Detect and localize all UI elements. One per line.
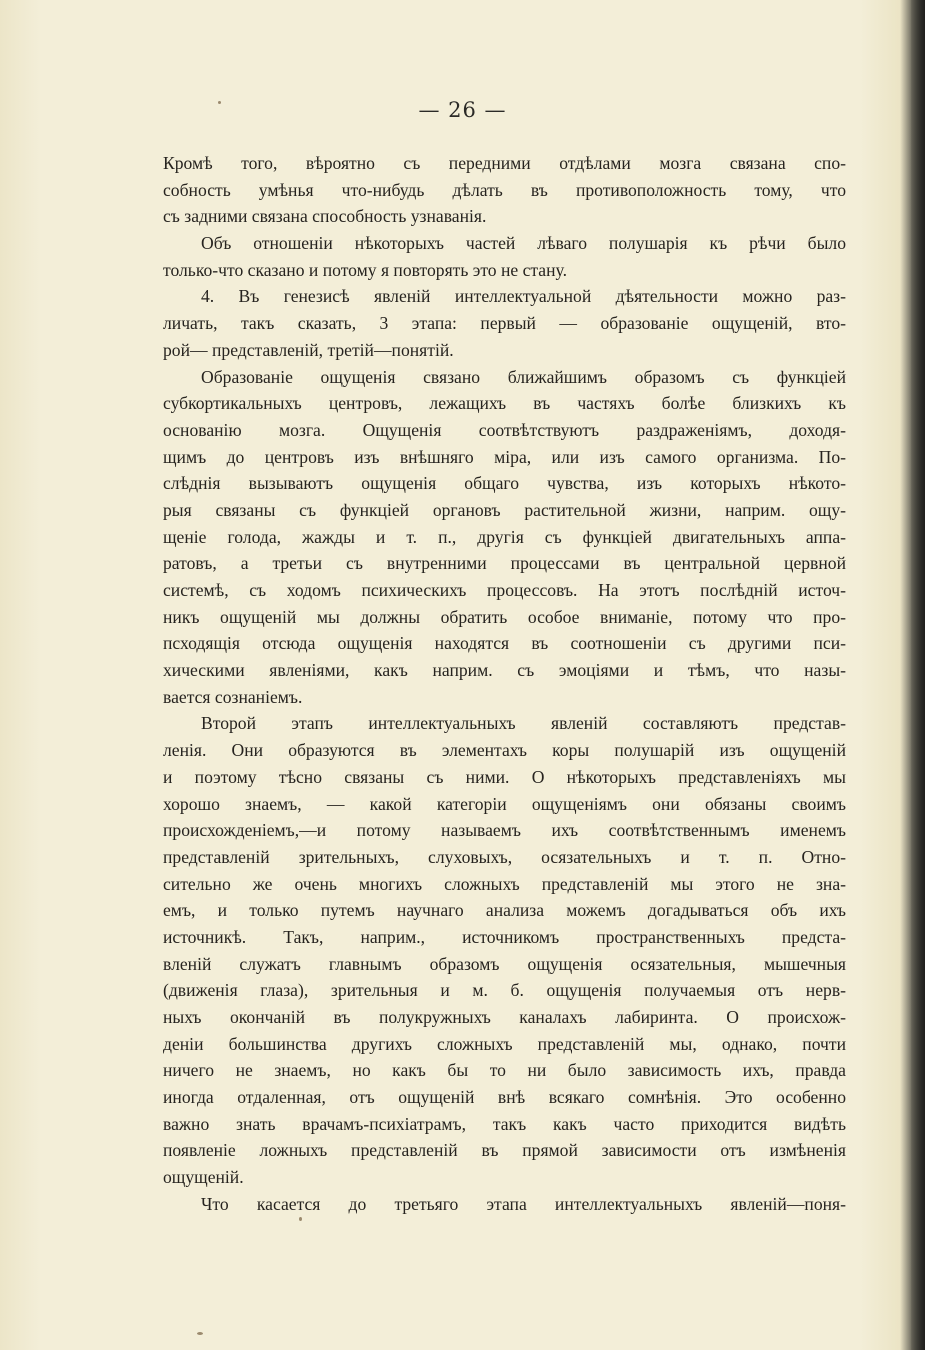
text-line: щимъ до центровъ изъ внѣшняго міра, или изъ самого организма. По- (163, 446, 846, 467)
text-line: ныхъ окончаній въ полукружныхъ каналахъ лабиринта. О происхож- (163, 1007, 846, 1027)
text-line: только-что сказано и потому я повторять это не стану. (163, 259, 567, 280)
text-line: хическими явленіями, какъ наприм. съ эмоціями и тѣмъ, что назы- (163, 660, 846, 681)
text-line: никъ ощущеній мы должны обратить особое вниманіе, потому что про- (163, 606, 846, 627)
text-line: и поэтому тѣсно связаны съ ними. О нѣкоторыхъ представленіяхъ мы (163, 766, 846, 787)
text-line: вается сознаніемъ. (163, 686, 303, 707)
text-line: ничего не знаемъ, но какъ бы то ни было зависимость ихъ, правда (163, 1060, 846, 1081)
text-line: происхожденіемъ,—и потому называемъ ихъ соотвѣтственнымъ именемъ (163, 820, 846, 841)
text-line: вленій служатъ главнымъ образомъ ощущенія осязательныя, мышечныя (163, 953, 846, 974)
text-line: деніи большинства другихъ сложныхъ представленій мы, однако, почти (163, 1033, 846, 1054)
speck-mark (299, 1217, 302, 1221)
text-line: Второй этапъ интеллектуальныхъ явленій составляютъ представ- (201, 713, 846, 734)
body-text (163, 150, 846, 1218)
text-line: личать, такъ сказать, 3 этапа: первый — образованіе ощущеній, вто- (163, 313, 846, 334)
text-line: Объ отношеніи нѣкоторыхъ частей лѣваго полушарія къ рѣчи было (201, 233, 846, 254)
text-line: представленій зрительныхъ, слуховыхъ, осязательныхъ и т. п. Отно- (163, 846, 846, 867)
text-line: иногда отдаленная, отъ ощущеній внѣ всякаго сомнѣнія. Это особенно (163, 1087, 846, 1108)
text-line: источникѣ. Такъ, наприм., источникомъ пространственныхъ предста- (163, 926, 846, 947)
text-line: Кромѣ того, вѣроятно съ передними отдѣлами мозга связана спо- (163, 153, 846, 173)
text-line: псходящія отсюда ощущенія находятся въ соотношеніи съ другими пси- (163, 633, 846, 654)
text-line: основанію мозга. Ощущенія соотвѣтствуютъ раздраженіямъ, доходя- (163, 419, 846, 440)
text-line: ощущеній. (163, 1167, 244, 1188)
text-line: появленіе ложныхъ представленій въ прямой зависимости отъ измѣненія (163, 1140, 846, 1161)
text-line: ленія. Они образуются въ элементахъ коры полушарій изъ ощущеній (163, 740, 846, 761)
text-line: слѣднія вызываютъ ощущенія общаго чувства, изъ которыхъ нѣкото- (163, 473, 846, 494)
text-line: щеніе голода, жажды и т. п., другія съ функціей двигательныхъ аппа- (163, 526, 846, 547)
text-line: 4. Въ генезисѣ явленій интеллектуальной дѣятельности можно раз- (201, 286, 846, 307)
text-line: рыя связаны съ функціей органовъ растительной жизни, наприм. ощу- (163, 499, 846, 520)
text-line: (движенія глаза), зрительныя и м. б. ощущенія получаемыя отъ нерв- (163, 980, 846, 1001)
text-line: Что касается до третьяго этапа интеллектуальныхъ явленій—поня- (201, 1193, 846, 1214)
text-line: собность умѣнья что-нибудь дѣлать въ противоположность тому, что (163, 179, 846, 200)
text-line: субкортикальныхъ центровъ, лежащихъ въ частяхъ болѣе близкихъ къ (163, 393, 846, 414)
text-line: сительно же очень многихъ сложныхъ представленій мы этого не зна- (163, 873, 846, 894)
text-line: важно знать врачамъ-психіатрамъ, такъ какъ часто приходится видѣть (163, 1113, 846, 1134)
text-line: емъ, и только путемъ научнаго анализа можемъ догадываться объ ихъ (163, 900, 846, 921)
text-line: рой— представленій, третій—понятій. (163, 339, 454, 360)
text-line: ратовъ, а третьи съ внутренними процессами въ центральной цервной (163, 553, 846, 574)
page-edge-shadow (911, 0, 925, 1350)
text-line: системѣ, съ ходомъ психическихъ процессовъ. На этотъ послѣдній источ- (163, 580, 846, 600)
text-line: съ задними связана способность узнаванія. (163, 206, 487, 227)
text-line: хорошо знаемъ, — какой категоріи ощущеніямъ они обязаны своимъ (163, 793, 846, 814)
text-line: Образованіе ощущенія связано ближайшимъ образомъ съ функціей (201, 366, 846, 387)
speck-mark (197, 1332, 203, 1335)
page-number: — 26 — (418, 98, 507, 122)
